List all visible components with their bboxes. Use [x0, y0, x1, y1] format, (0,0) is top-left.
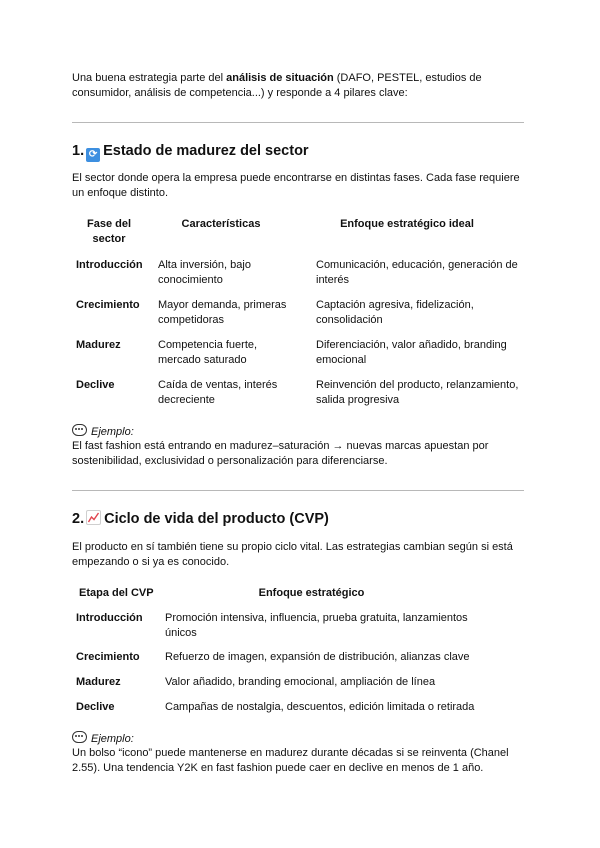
table-header-row	[72, 217, 524, 258]
table-cell-phase: Declive	[76, 701, 115, 713]
table-header-cell: Fase del sector	[86, 218, 132, 245]
table-header-row	[72, 586, 524, 611]
section2-description: El producto en sí también tiene su propio ciclo vital. Las estrategias cambian según si está empezando o si ya es conocido.	[72, 541, 513, 568]
section1-example-label	[72, 424, 134, 438]
intro-bold-term: análisis de situación	[226, 72, 334, 84]
section2-example-label	[72, 731, 134, 745]
intro-text-end: (DAFO, PESTEL, estudios de consumidor, análisis de competencia...) y responde a 4 pilares clave:	[72, 72, 482, 99]
table-header-cell: Enfoque estratégico	[258, 587, 365, 599]
table-row	[72, 675, 524, 700]
refresh-icon: ⟳	[86, 148, 100, 162]
table-cell: Caída de ventas, interés decreciente	[158, 379, 278, 406]
table-row	[72, 258, 524, 298]
table-cell-phase: Madurez	[76, 676, 121, 688]
table-cell-phase: Crecimiento	[76, 651, 140, 663]
table-row	[72, 298, 524, 338]
section1-number: 1.	[72, 143, 85, 159]
table-row	[72, 378, 524, 418]
section2-title: Ciclo de vida del producto (CVP)	[104, 511, 329, 527]
intro-text-start: Una buena estrategia parte del	[72, 72, 227, 84]
table-cell: Alta inversión, bajo conocimiento	[158, 259, 251, 286]
table-cell: Campañas de nostalgia, descuentos, edición limitada o retirada	[165, 701, 475, 713]
table-header-cell: Características	[181, 218, 261, 230]
speech-bubble-icon	[72, 731, 87, 743]
example-label-text: Ejemplo:	[91, 426, 134, 438]
table-cell: Valor añadido, branding emocional, ampliación de línea	[165, 676, 436, 688]
table-header-cell: Enfoque estratégico ideal	[340, 218, 474, 230]
table-row	[72, 650, 524, 675]
table-header-cell: Etapa del CVP	[79, 587, 154, 599]
table-cell: Refuerzo de imagen, expansión de distribución, alianzas clave	[165, 651, 470, 663]
table-cell-phase: Madurez	[76, 339, 121, 351]
example-label-text: Ejemplo:	[91, 733, 134, 745]
table-cell-phase: Introducción	[76, 259, 143, 271]
section-divider	[72, 122, 524, 123]
section2-table	[72, 586, 524, 725]
section1-title: Estado de madurez del sector	[103, 143, 309, 159]
table-cell: Comunicación, educación, generación de interés	[316, 259, 518, 286]
table-cell-phase: Introducción	[76, 612, 143, 624]
table-cell: Mayor demanda, primeras competidoras	[158, 299, 287, 326]
table-cell: Diferenciación, valor añadido, branding emocional	[316, 339, 507, 366]
section2-heading	[72, 510, 329, 527]
intro-paragraph	[72, 71, 524, 101]
table-cell-phase: Crecimiento	[76, 299, 140, 311]
table-row	[72, 611, 524, 650]
table-cell: Competencia fuerte, mercado saturado	[158, 339, 258, 366]
speech-bubble-icon	[72, 424, 87, 436]
table-cell-phase: Declive	[76, 379, 115, 391]
section1-example-text: El fast fashion está entrando en madurez–saturación → nuevas marcas apuestan por sostenibilidad, exclusividad o personalización para diferenciarse.	[72, 440, 489, 467]
table-cell: Promoción intensiva, influencia, prueba gratuita, lanzamientos únicos	[165, 612, 468, 639]
section2-example-text: Un bolso “icono” puede mantenerse en madurez durante décadas si se reinventa (Chanel 2.55). Una tendencia Y2K en fast fashion puede caer en declive en menos de 1 año.	[72, 747, 509, 774]
section1-table	[72, 217, 524, 418]
section1-heading	[72, 143, 309, 162]
chart-increasing-icon	[86, 510, 101, 525]
table-row	[72, 338, 524, 378]
section-divider	[72, 490, 524, 491]
table-cell: Reinvención del producto, relanzamiento, salida progresiva	[316, 379, 519, 406]
table-cell: Captación agresiva, fidelización, consolidación	[316, 299, 474, 326]
table-row	[72, 700, 524, 725]
section2-number: 2.	[72, 511, 85, 527]
section1-description: El sector donde opera la empresa puede encontrarse en distintas fases. Cada fase requiere un enfoque distinto.	[72, 172, 520, 199]
